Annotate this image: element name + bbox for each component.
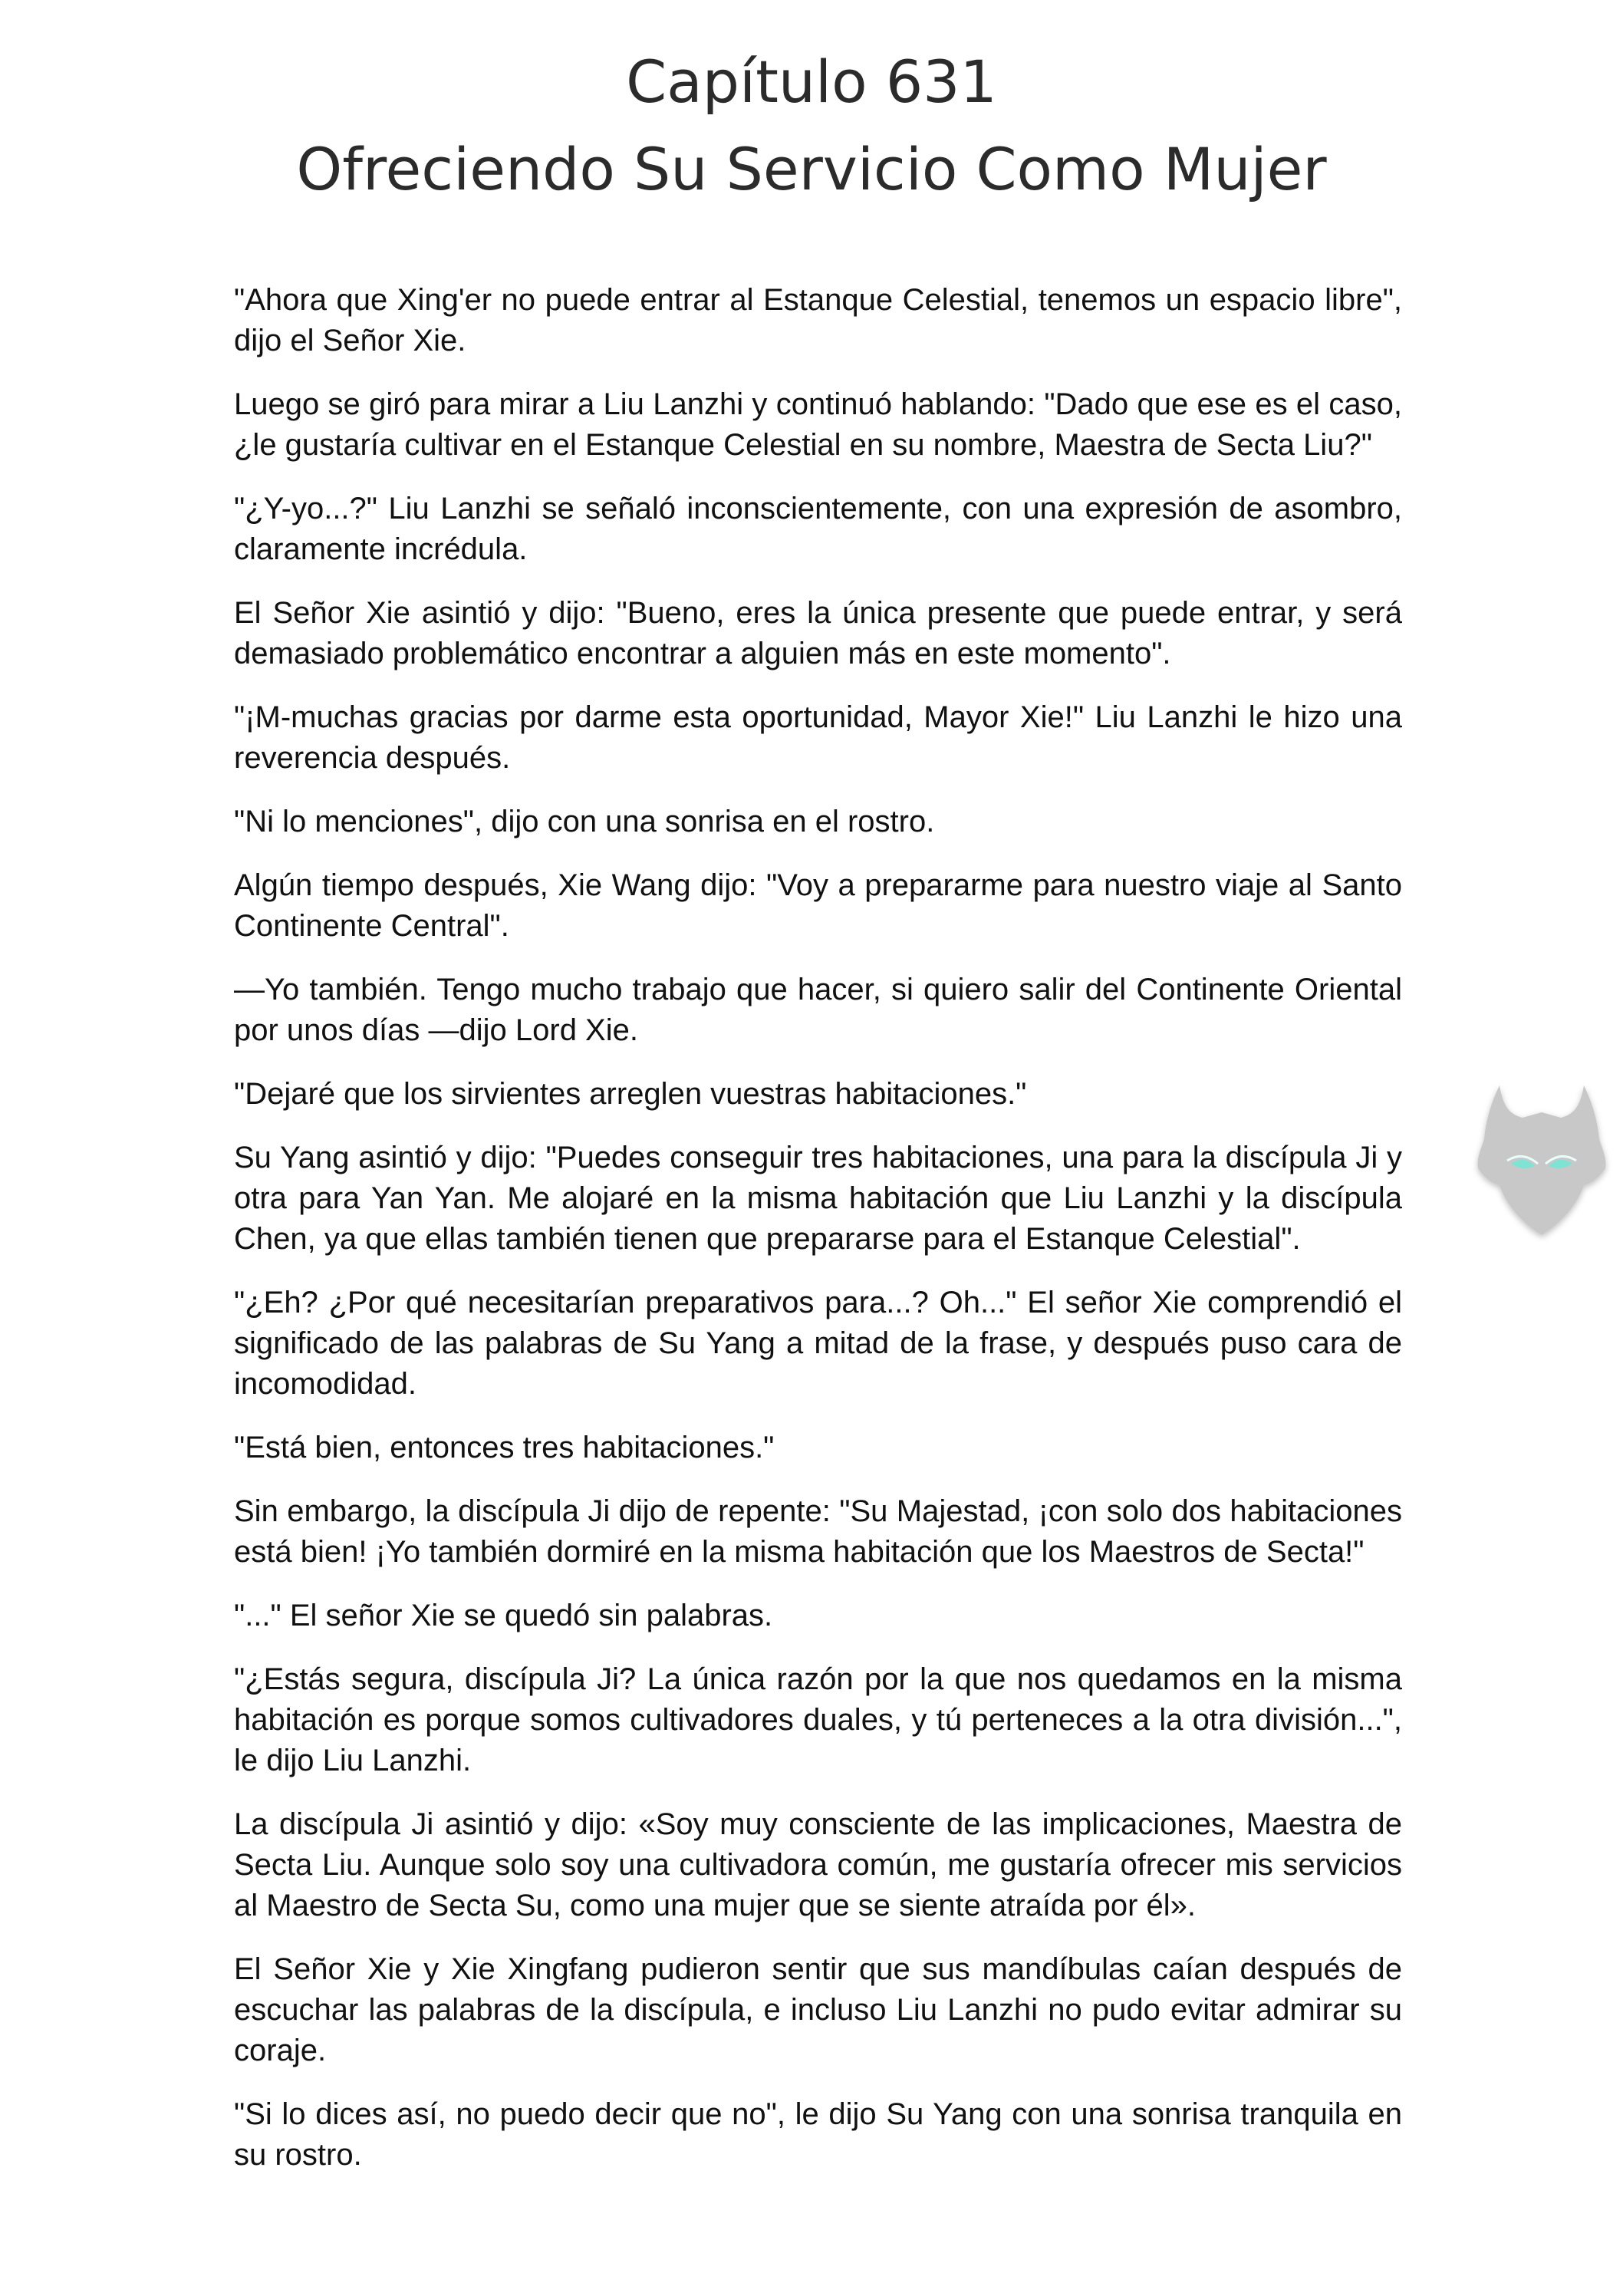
paragraph: El Señor Xie y Xie Xingfang pudieron sentir que sus mandíbulas caían después de escuchar las palabras de la discípula, e incluso Liu Lanzhi no pudo evitar admirar su coraje. — [234, 1952, 1402, 2067]
paragraph: —Yo también. Tengo mucho trabajo que hacer, si quiero salir del Continente Oriental por unos días —dijo Lord Xie. — [234, 973, 1402, 1047]
paragraph: "¿Y-yo...?" Liu Lanzhi se señaló inconscientemente, con una expresión de asombro, claramente incrédula. — [234, 492, 1402, 566]
paragraph: "Está bien, entonces tres habitaciones." — [234, 1431, 775, 1464]
paragraph: "..." El señor Xie se quedó sin palabras. — [234, 1599, 773, 1632]
paragraph: "Ahora que Xing'er no puede entrar al Estanque Celestial, tenemos un espacio libre", dijo el Señor Xie. — [234, 283, 1402, 357]
watermark-logo — [1469, 1078, 1615, 1243]
chapter-number: Capítulo 631 — [626, 48, 997, 116]
paragraph: "¿Eh? ¿Por qué necesitarían preparativos para...? Oh..." El señor Xie comprendió el significado de las palabras de Su Yang a mitad de la frase, y después puso cara de incomodidad. — [234, 1286, 1402, 1401]
paragraph: "Ni lo menciones", dijo con una sonrisa en el rostro. — [234, 805, 935, 838]
paragraph: Luego se giró para mirar a Liu Lanzhi y continuó hablando: "Dado que ese es el caso, ¿le gustaría cultivar en el Estanque Celestial en su nombre, Maestra de Secta Liu?" — [234, 387, 1402, 462]
paragraph: "Si lo dices así, no puedo decir que no", le dijo Su Yang con una sonrisa tranquila en su rostro. — [234, 2097, 1402, 2172]
chapter-body — [234, 280, 1402, 2199]
paragraph: El Señor Xie asintió y dijo: "Bueno, eres la única presente que puede entrar, y será demasiado problemático encontrar a alguien más en este momento". — [234, 596, 1402, 670]
paragraph: Algún tiempo después, Xie Wang dijo: "Voy a prepararme para nuestro viaje al Santo Continente Central". — [234, 868, 1402, 943]
demon-head-icon — [1469, 1078, 1615, 1243]
paragraph: "¿Estás segura, discípula Ji? La única razón por la que nos quedamos en la misma habitación es porque somos cultivadores duales, y tú perteneces a la otra división...", le dijo Liu Lanzhi. — [234, 1662, 1402, 1777]
paragraph: "¡M-muchas gracias por darme esta oportunidad, Mayor Xie!" Liu Lanzhi le hizo una reverencia después. — [234, 700, 1402, 775]
chapter-title — [0, 38, 1623, 213]
paragraph: Sin embargo, la discípula Ji dijo de repente: "Su Majestad, ¡con solo dos habitaciones está bien! ¡Yo también dormiré en la misma habitación que los Maestros de Secta!" — [234, 1494, 1402, 1569]
paragraph: Su Yang asintió y dijo: "Puedes conseguir tres habitaciones, una para la discípula Ji y otra para Yan Yan. Me alojaré en la misma habitación que Liu Lanzhi y la discípula Chen, ya que ellas también tienen que prepararse para el Estanque Celestial". — [234, 1141, 1402, 1256]
chapter-name: Ofreciendo Su Servicio Como Mujer — [296, 135, 1327, 203]
paragraph: La discípula Ji asintió y dijo: «Soy muy consciente de las implicaciones, Maestra de Secta Liu. Aunque solo soy una cultivadora común, me gustaría ofrecer mis servicios al Maestro de Secta Su, como una mujer que se siente atraída por él». — [234, 1807, 1402, 1922]
paragraph: "Dejaré que los sirvientes arreglen vuestras habitaciones." — [234, 1077, 1027, 1111]
